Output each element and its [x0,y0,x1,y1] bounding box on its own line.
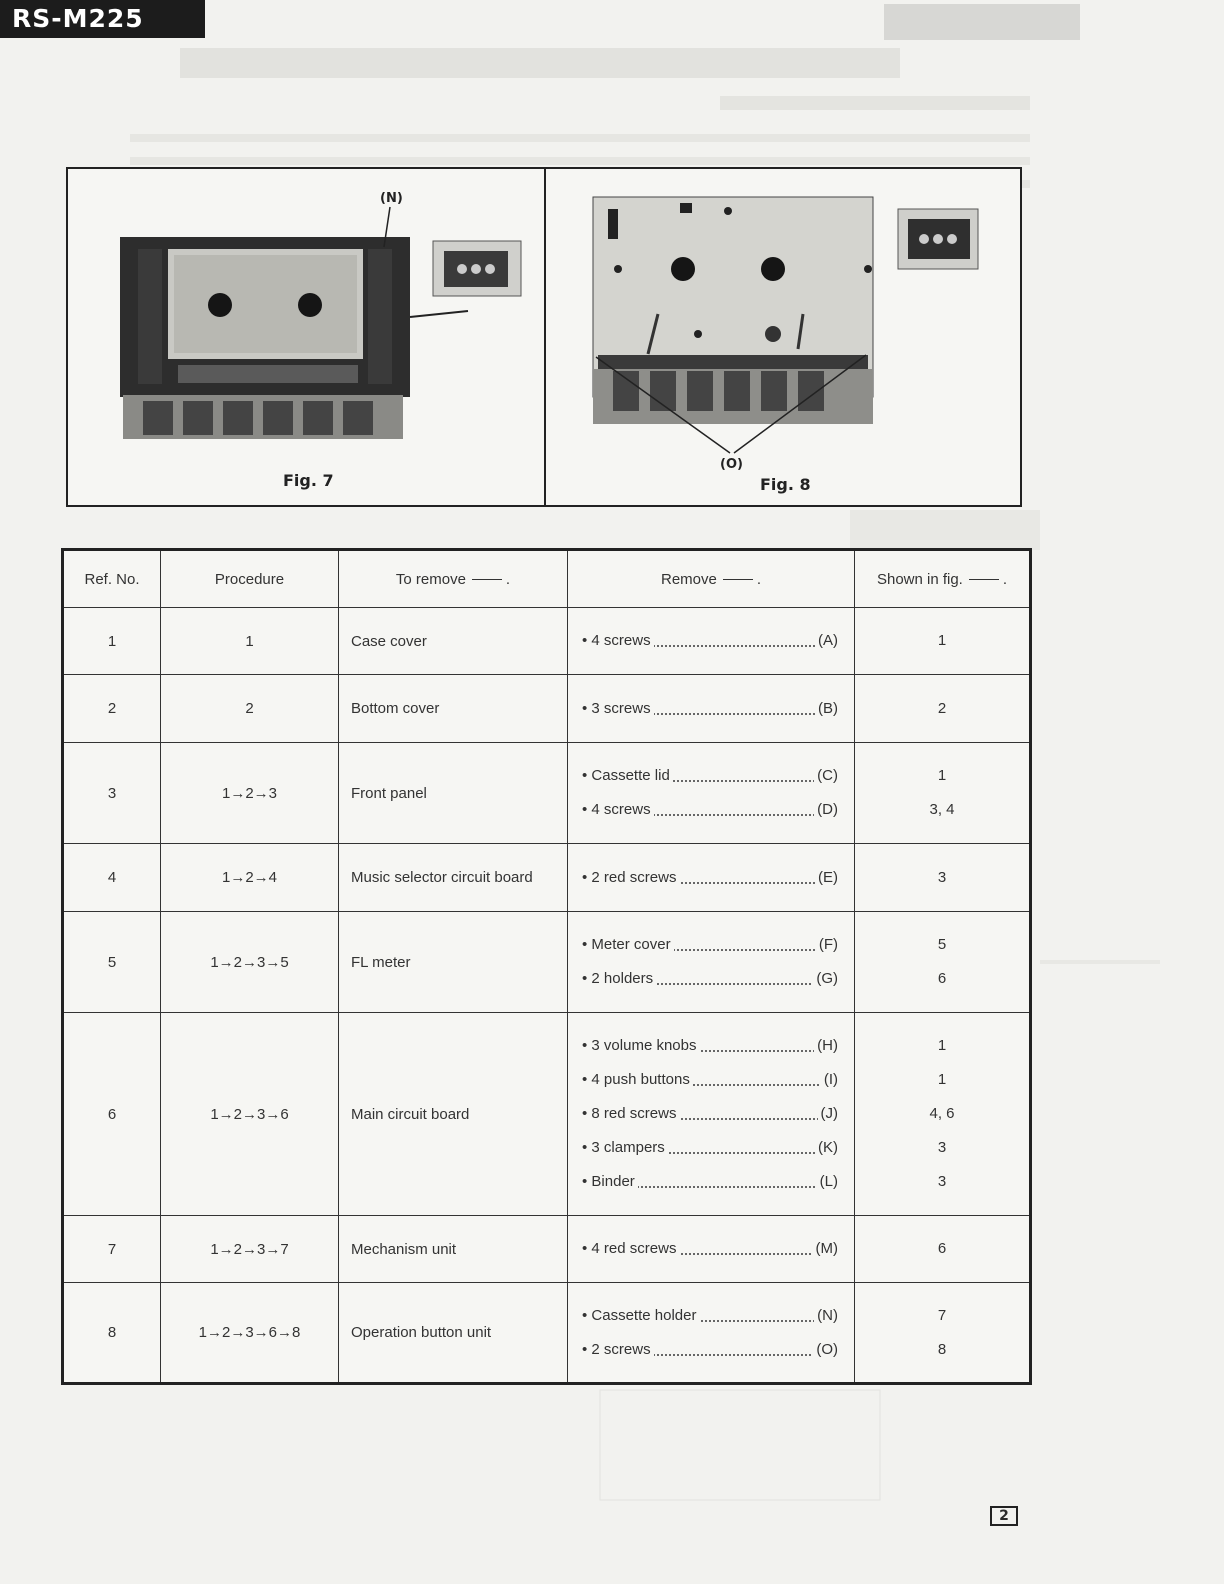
remove-item [582,1131,838,1165]
remove-item [582,1097,838,1131]
remove-item-text: • 4 screws [582,632,654,649]
header-remove: Remove . [568,550,855,608]
to-remove-cell: FL meter [339,912,568,1013]
fig-reference: 1 [937,1037,947,1054]
procedure-cell: 1→2→3 [161,743,339,844]
shown-in-fig-cell [855,608,1031,675]
remove-item [582,1165,838,1199]
header-dash [472,579,502,580]
to-remove-cell: Front panel [339,743,568,844]
to-remove-cell: Mechanism unit [339,1216,568,1283]
remove-item-code: (G) [813,962,838,996]
shown-in-fig-cell [855,912,1031,1013]
fig-reference: 4, 6 [929,1105,955,1122]
remove-item-code: (B) [815,692,838,726]
procedure-cell: 1→2→3→6→8 [161,1283,339,1384]
remove-item-text: • 3 volume knobs [582,1037,699,1054]
remove-item [582,962,838,996]
figure-panel [66,167,1022,507]
fig7-caption: Fig. 7 [283,471,334,490]
header-to-remove-label: To remove [395,570,466,588]
remove-items-cell [568,608,855,675]
remove-item-text: • 2 screws [582,1341,654,1358]
remove-item [582,692,838,726]
fig8-callout: (O) [720,457,743,472]
fig-reference: 8 [937,1340,947,1358]
figure-drawings [68,169,1020,505]
shown-in-fig-cell [855,1283,1031,1384]
procedure-cell: 1→2→3→7 [161,1216,339,1283]
remove-item-text: • 4 screws [582,801,654,818]
remove-item [582,793,838,827]
table-row [63,675,1031,743]
table-row [63,1216,1031,1283]
remove-item-text: • 3 clampers [582,1139,668,1156]
remove-item-code: (K) [815,1131,838,1165]
shown-in-fig-cell [855,1216,1031,1283]
remove-item [582,861,838,895]
fig-reference: 1 [937,767,947,784]
to-remove-cell: Music selector circuit board [339,844,568,912]
to-remove-cell: Main circuit board [339,1013,568,1216]
remove-item-text: • 2 red screws [582,869,679,886]
remove-items-cell [568,844,855,912]
shown-in-fig-cell [855,1013,1031,1216]
ref-no-cell: 4 [63,844,161,912]
header-ref-no: Ref. No. [63,550,161,608]
remove-item-text: • Binder [582,1173,638,1190]
table-row [63,844,1031,912]
remove-items-cell [568,1216,855,1283]
table-row [63,912,1031,1013]
page-number: 2 [990,1506,1018,1526]
remove-items-cell [568,675,855,743]
procedure-cell: 1→2→4 [161,844,339,912]
header-shown-label: Shown in fig. [876,570,963,588]
procedure-cell: 1→2→3→6 [161,1013,339,1216]
table-row [63,608,1031,675]
fig-reference: 6 [937,1240,947,1257]
disassembly-table [61,548,1032,1385]
header-dash [723,579,753,580]
remove-item-code: (I) [821,1063,838,1097]
remove-item [582,1299,838,1333]
to-remove-cell: Case cover [339,608,568,675]
table-row [63,743,1031,844]
remove-item-text: • Cassette lid [582,767,673,784]
remove-item-text: • 2 holders [582,970,656,987]
remove-item-code: (O) [813,1333,838,1367]
remove-item-code: (J) [818,1097,839,1131]
remove-item-code: (C) [814,759,838,793]
header-procedure: Procedure [161,550,339,608]
header-to-remove: To remove . [339,550,568,608]
remove-item-code: (F) [816,928,838,962]
fig7-callout: (N) [380,191,403,206]
table-header-row [63,550,1031,608]
to-remove-cell: Operation button unit [339,1283,568,1384]
remove-item [582,759,838,793]
procedure-cell: 1 [161,608,339,675]
fig8-caption: Fig. 8 [760,475,811,494]
procedure-cell: 1→2→3→5 [161,912,339,1013]
fig-reference: 3 [937,1139,947,1156]
table-row [63,1013,1031,1216]
remove-item [582,1063,838,1097]
fig-reference: 7 [937,1306,947,1324]
remove-item-text: • 4 red screws [582,1240,679,1257]
remove-item-text: • 4 push buttons [582,1071,693,1088]
fig-reference: 5 [937,936,947,953]
table-row [63,1283,1031,1384]
fig-reference: 3 [937,868,947,886]
remove-item-text: • 8 red screws [582,1105,679,1122]
remove-item [582,928,838,962]
ref-no-cell: 3 [63,743,161,844]
header-shown-in-fig: Shown in fig. . [855,550,1031,608]
fig8-photo [593,197,978,453]
remove-item [582,1333,838,1367]
procedure-cell: 2 [161,675,339,743]
shown-in-fig-cell [855,844,1031,912]
remove-item-code: (A) [815,624,838,658]
remove-item [582,624,838,658]
remove-items-cell [568,1013,855,1216]
fig-reference: 6 [937,970,947,987]
fig-reference: 1 [937,1071,947,1088]
remove-items-cell [568,743,855,844]
header-remove-label: Remove [660,570,717,588]
ref-no-cell: 8 [63,1283,161,1384]
remove-item-code: (E) [815,861,838,895]
to-remove-cell: Bottom cover [339,675,568,743]
shown-in-fig-cell [855,743,1031,844]
remove-item [582,1232,838,1266]
remove-items-cell [568,912,855,1013]
remove-item-code: (N) [814,1299,838,1333]
fig-reference: 3 [937,1173,947,1190]
remove-item-code: (L) [817,1165,838,1199]
shown-in-fig-cell [855,675,1031,743]
remove-item-text: • Meter cover [582,936,674,953]
header-dash [969,579,999,580]
model-number: RS-M225 [12,4,144,33]
remove-item-code: (H) [814,1029,838,1063]
remove-item-code: (D) [814,793,838,827]
remove-item-text: • Cassette holder [582,1307,699,1324]
ref-no-cell: 6 [63,1013,161,1216]
fig-reference: 3, 4 [929,801,955,818]
remove-items-cell [568,1283,855,1384]
remove-item-text: • 3 screws [582,700,654,717]
fig-reference: 2 [937,699,947,717]
ref-no-cell: 5 [63,912,161,1013]
remove-item-code: (M) [813,1232,839,1266]
ref-no-cell: 2 [63,675,161,743]
fig-reference: 1 [937,632,947,649]
ref-no-cell: 7 [63,1216,161,1283]
remove-item [582,1029,838,1063]
ref-no-cell: 1 [63,608,161,675]
fig7-photo [120,207,521,439]
